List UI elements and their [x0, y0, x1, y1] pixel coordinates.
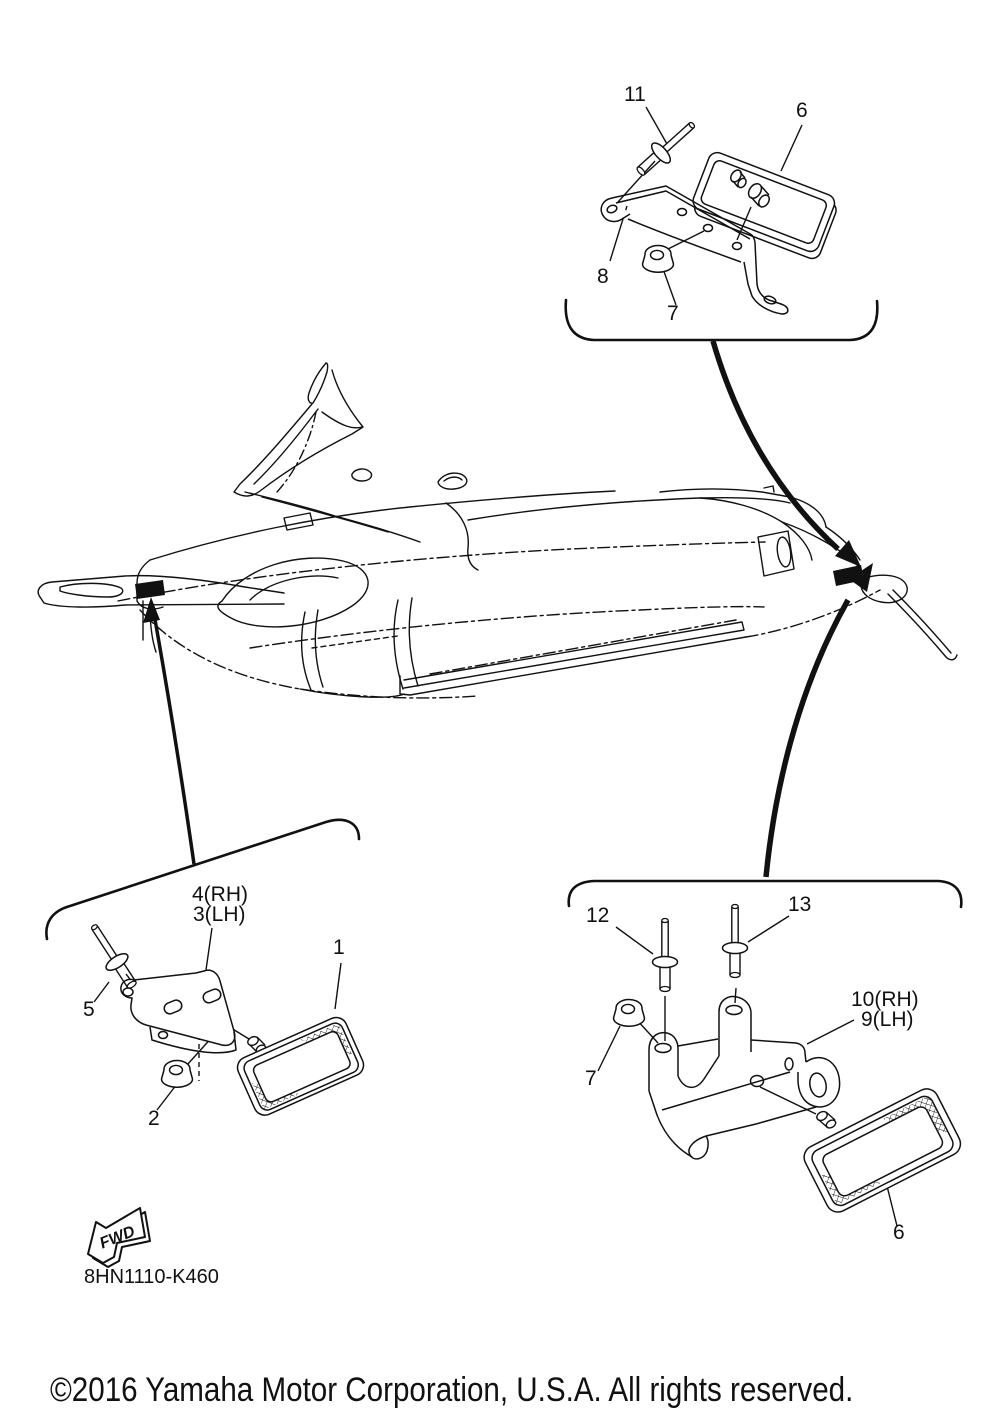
callout-7-top: 7 — [667, 302, 679, 325]
callout-6-rear: 6 — [893, 1221, 905, 1244]
fwd-arrow-icon — [88, 1208, 150, 1267]
callout-1: 1 — [333, 936, 345, 959]
part-reflector-6-rear — [800, 1085, 965, 1216]
callout-10rh: 10(RH) — [851, 988, 919, 1011]
callout-13: 13 — [788, 893, 812, 916]
part-rivet-11 — [631, 115, 702, 182]
callout-5: 5 — [83, 998, 95, 1021]
fwd-label: FWD — [97, 1223, 138, 1253]
part-nut-7-rear — [614, 1000, 645, 1027]
part-reflector-6-top — [688, 150, 840, 261]
part-reflector-1 — [234, 1014, 367, 1119]
part-rivet-12 — [653, 919, 678, 992]
location-marker-front — [135, 580, 165, 599]
callout-11: 11 — [624, 83, 646, 106]
callout-3lh: 3(LH) — [193, 903, 246, 926]
part-rivet-5 — [83, 919, 144, 994]
pointer-arrow-front — [143, 597, 194, 864]
copyright-text: ©2016 Yamaha Motor Corporation, U.S.A. All rights reserved. — [50, 1371, 854, 1409]
part-bracket-4-3 — [121, 970, 236, 1053]
part-peg-rear — [815, 1110, 837, 1130]
callout-9lh: 9(LH) — [861, 1008, 914, 1031]
callout-6-top: 6 — [796, 99, 808, 122]
detail-bubble-top — [566, 300, 878, 340]
diagram-code: 8HN1110-K460 — [84, 1266, 219, 1288]
callout-12: 12 — [586, 904, 610, 927]
part-rivet-13 — [723, 905, 748, 978]
callout-4rh: 4(RH) — [192, 883, 248, 906]
detail-bubble-rear — [569, 881, 962, 907]
pointer-arrow-top — [713, 341, 861, 567]
part-nut-7-top — [643, 246, 674, 273]
part-nut-2 — [162, 1061, 193, 1088]
callout-8: 8 — [597, 265, 609, 288]
callout-2: 2 — [148, 1107, 160, 1130]
callout-7-rear: 7 — [585, 1067, 597, 1090]
pointer-arrow-rear — [766, 563, 873, 877]
part-bracket-10-9 — [649, 997, 840, 1159]
